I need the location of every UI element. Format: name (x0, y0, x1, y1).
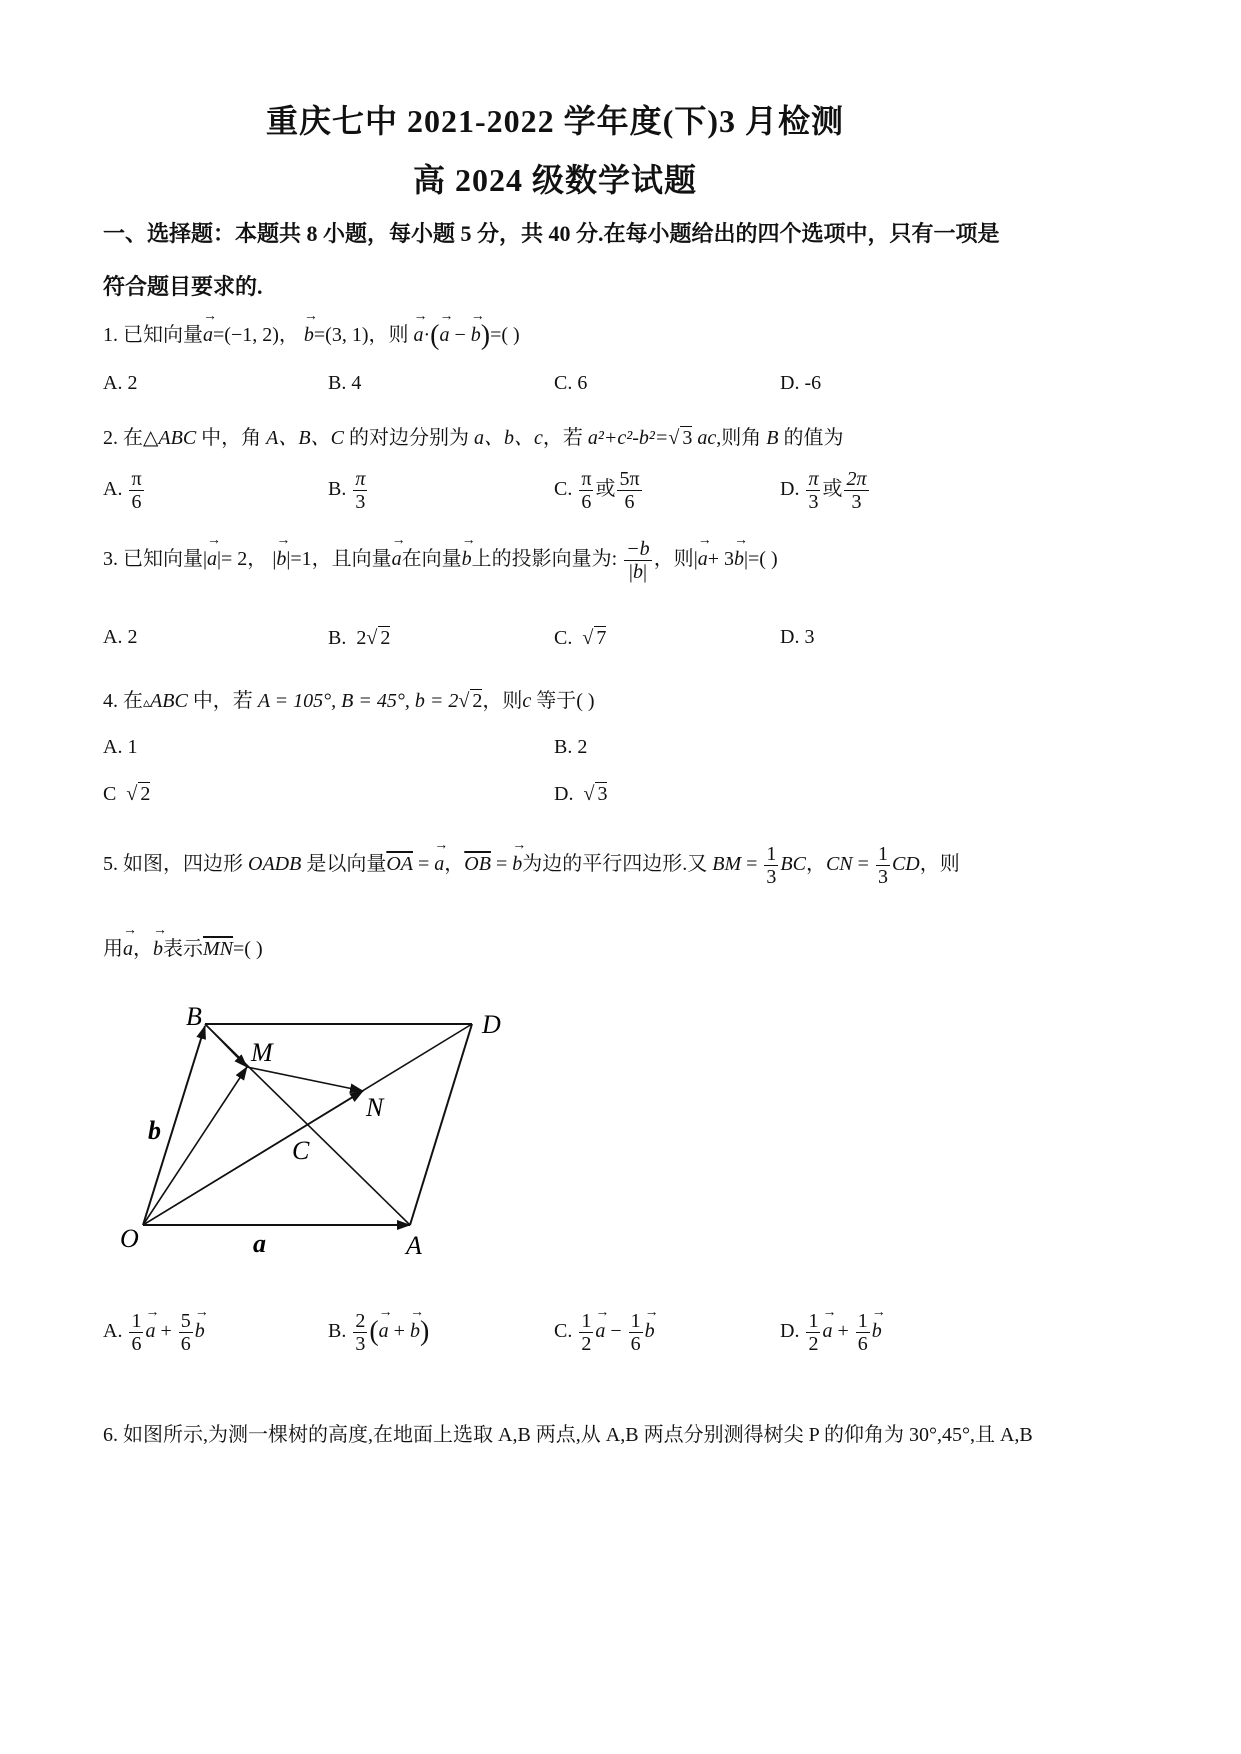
fraction: $\frac{2\pi}{3}$ (846, 468, 867, 513)
vector-mn: $\overline{MN}$ (203, 938, 233, 960)
q5-option-a[interactable]: A. $\frac{1}{6}$ → a + $\frac{5}{6}$ → b (103, 1310, 205, 1355)
q5-option-c[interactable]: C. $\frac{1}{2}$ → a − $\frac{1}{6}$ → b (554, 1310, 655, 1355)
vector-b: → b (276, 548, 286, 571)
q3-text: =( ) (748, 548, 778, 571)
q1-option-b[interactable]: B. 4 (328, 372, 362, 394)
q1-expr: =( ) (490, 324, 520, 346)
q2-sides: a、b、c (473, 427, 543, 449)
vector-b: → b (471, 324, 481, 347)
option-label: D. (780, 1320, 800, 1343)
option-label: C (103, 783, 117, 805)
label-a-point: A (406, 1231, 422, 1260)
option-label: A. (103, 1320, 123, 1343)
q3-text: 上的投影向量为: (471, 548, 618, 571)
q4-abc: ABC (150, 690, 188, 712)
label-m-point: M (251, 1038, 273, 1067)
question-4: 4. 在▵ABC 中，若 A = 105°, B = 45°, b = 2√ 2，则c 等于( ) (103, 690, 595, 712)
q3-text: + 3 (707, 548, 734, 571)
vector-a: → a (392, 548, 402, 571)
vector-ob: $\overline{OB}$ (464, 853, 491, 876)
q1-prefix: 1. 已知向量 (103, 324, 203, 346)
option-label: A. (103, 478, 123, 501)
option-label: C. (554, 478, 573, 501)
exam-title: 重庆七中 2021-2022 学年度(下)3 月检测 (266, 103, 844, 139)
option-label: C. (554, 627, 573, 649)
q4-text: 4. 在 (103, 690, 143, 712)
question-6: 6. 如图所示,为测一棵树的高度,在地面上选取 A,B 两点,从 A,B 两点分别测得树尖 P 的仰角为 30°,45°,且 A,B (103, 1424, 1033, 1446)
q5-option-d[interactable]: D. $\frac{1}{2}$ → a + $\frac{1}{6}$ → b (780, 1310, 882, 1355)
vector-a: → a (434, 853, 444, 876)
label-o-point: O (120, 1224, 139, 1253)
q4-text: ，则 (482, 690, 523, 712)
label-n-point: N (366, 1093, 384, 1122)
fraction-one-third: $\frac{1}{3}$ (877, 843, 888, 888)
q2-option-c[interactable] (554, 468, 644, 513)
q2-option-a[interactable] (103, 468, 146, 513)
arrow-bm (205, 1024, 247, 1067)
projection-fraction: $\frac{-b}{|b|}$ (626, 538, 650, 583)
vector-b: → b (153, 938, 163, 961)
vector-b: → b (734, 548, 744, 571)
q3-option-d[interactable]: D. 3 (780, 626, 815, 648)
question-3: 3. 已知向量|→ a|= 2， |→ b|=1，且向量→ a在向量→ b上的投影向量为: $\frac{-b}{|b|}$ ，则|→ a+ 3→ b|=( ) (103, 538, 778, 583)
q4-c: c (522, 690, 532, 712)
q2-angles: A、B、C (266, 427, 344, 449)
exam-subtitle: 高 2024 级数学试题 (412, 162, 697, 198)
question-1: 1. 已知向量→ a=(−1, 2)， → b=(3, 1)，则 → a·(→ a − → b)=( ) (103, 318, 520, 352)
fraction: $\frac{\pi}{3}$ (808, 468, 819, 513)
q3-text: 3. 已知向量 (103, 548, 203, 571)
option-label: B. (328, 478, 347, 501)
fraction: $\frac{\pi}{6}$ (581, 468, 592, 513)
q3-text: 在向量 (401, 548, 462, 571)
label-b-point: B (186, 1002, 202, 1031)
q2-text: ,则角 (716, 427, 767, 449)
section-heading-line1: 一、选择题：本题共 8 小题，每小题 5 分，共 40 分.在每小题给出的四个选项中，只有一项是 (103, 221, 1000, 246)
q2-option-b[interactable] (328, 468, 369, 513)
q5-text: 为边的平行四边形.又 (522, 853, 713, 876)
section-heading-line2: 符合题目要求的. (103, 274, 263, 299)
question-5-line1: 5. 如图，四边形 OADB 是以向量$\overline{OA}$ = → a，$\overline{OB}$ = → b为边的平行四边形.又 BM = $\frac{1}{3}$ BC，CN = $\frac{1}{3}$ CD，则 (103, 843, 960, 888)
q2-text: 中，角 (196, 427, 267, 449)
q2-equation: a²+c²-b²= (587, 427, 669, 449)
option-label: D. (554, 783, 574, 805)
label-vector-a: a (253, 1229, 266, 1258)
label-vector-b: b (148, 1116, 161, 1145)
q4-root: 2 (472, 690, 483, 712)
fraction: $\frac{\pi}{3}$ (355, 468, 366, 513)
q2-b: B (766, 427, 779, 449)
q2-text: 2. 在△ (103, 427, 159, 449)
q5-option-b[interactable]: B. $\frac{2}{3}$ (→ a + → b) (328, 1310, 429, 1355)
q1-b-value: =(3, 1)，则 (313, 324, 409, 346)
q2-text: 的值为 (778, 427, 844, 449)
q1-option-a[interactable]: A. 2 (103, 372, 138, 394)
q2-text: ，若 (542, 427, 588, 449)
q4-option-c[interactable]: C √ 2 (103, 783, 151, 805)
arrow-om (143, 1067, 247, 1225)
vector-b: → b (462, 548, 472, 571)
q4-text: 中，若 (187, 690, 258, 712)
q1-option-d[interactable]: D. -6 (780, 372, 822, 394)
fraction: $\frac{\pi}{6}$ (131, 468, 142, 513)
q3-text: ，则 (653, 548, 694, 571)
q3-text: = 2， (221, 548, 268, 571)
q5-text: 5. 如图，四边形 (103, 853, 248, 876)
parallelogram-figure (110, 995, 530, 1265)
label-c-point: C (292, 1136, 310, 1165)
q3-option-c[interactable]: C. √ 7 (554, 627, 607, 649)
q2-abc: ABC (158, 427, 197, 449)
q5-text: 是以向量 (301, 853, 387, 876)
q3-option-b[interactable]: B. 2√ 2 (328, 627, 391, 649)
vector-b: → b (512, 853, 522, 876)
q3-text: =1，且向量 (290, 548, 392, 571)
q4-option-d[interactable]: D. √ 3 (554, 783, 608, 805)
q4-option-b[interactable]: B. 2 (554, 736, 588, 758)
arrow-mn (247, 1067, 363, 1091)
vector-a: → a (123, 938, 133, 961)
option-label: C. (554, 1320, 573, 1343)
vector-a: → a (698, 548, 708, 571)
option-label: B. (328, 627, 347, 649)
q1-option-c[interactable]: C. 6 (554, 372, 588, 394)
question-2: 2. 在△ABC 中，角 A、B、C 的对边分别为 a、b、c，若 a²+c²-b²=√ 3 ac,则角 B 的值为 (103, 427, 844, 449)
vector-b: → b (304, 324, 314, 347)
q2-text: 的对边分别为 (343, 427, 474, 449)
vector-a: → a (207, 548, 217, 571)
arrow-on (143, 1091, 363, 1225)
option-label: B. (328, 1320, 347, 1343)
triangle-symbol: ▵ (143, 696, 151, 711)
label-d-point: D (482, 1010, 501, 1039)
q2-ac: ac (697, 427, 717, 449)
vector-a: → a (440, 324, 450, 347)
option-label: D. (780, 478, 800, 501)
q4-text: 等于( ) (531, 690, 595, 712)
or-word: 或 (595, 478, 616, 501)
vector-a: → a (414, 324, 424, 347)
vector-a: → a (203, 324, 213, 347)
edge-ad (410, 1024, 472, 1225)
or-word: 或 (822, 478, 843, 501)
fraction-one-third: $\frac{1}{3}$ (766, 843, 777, 888)
question-5-line2: 用→ a，→ b表示$\overline{MN}=$( ) (103, 932, 263, 961)
q4-option-a[interactable]: A. 1 (103, 736, 138, 758)
q4-condition: A = 105°, B = 45°, b = 2 (257, 690, 459, 712)
q3-option-a[interactable]: A. 2 (103, 626, 138, 648)
vector-oa: $\overline{OA}$ (386, 853, 413, 876)
q2-option-d[interactable] (780, 468, 871, 513)
q5-oadb: OADB (248, 853, 302, 876)
fraction: $\frac{5\pi}{6}$ (619, 468, 640, 513)
q1-a-value: =(−1, 2)， (213, 324, 299, 346)
q2-root: 3 (682, 427, 693, 449)
